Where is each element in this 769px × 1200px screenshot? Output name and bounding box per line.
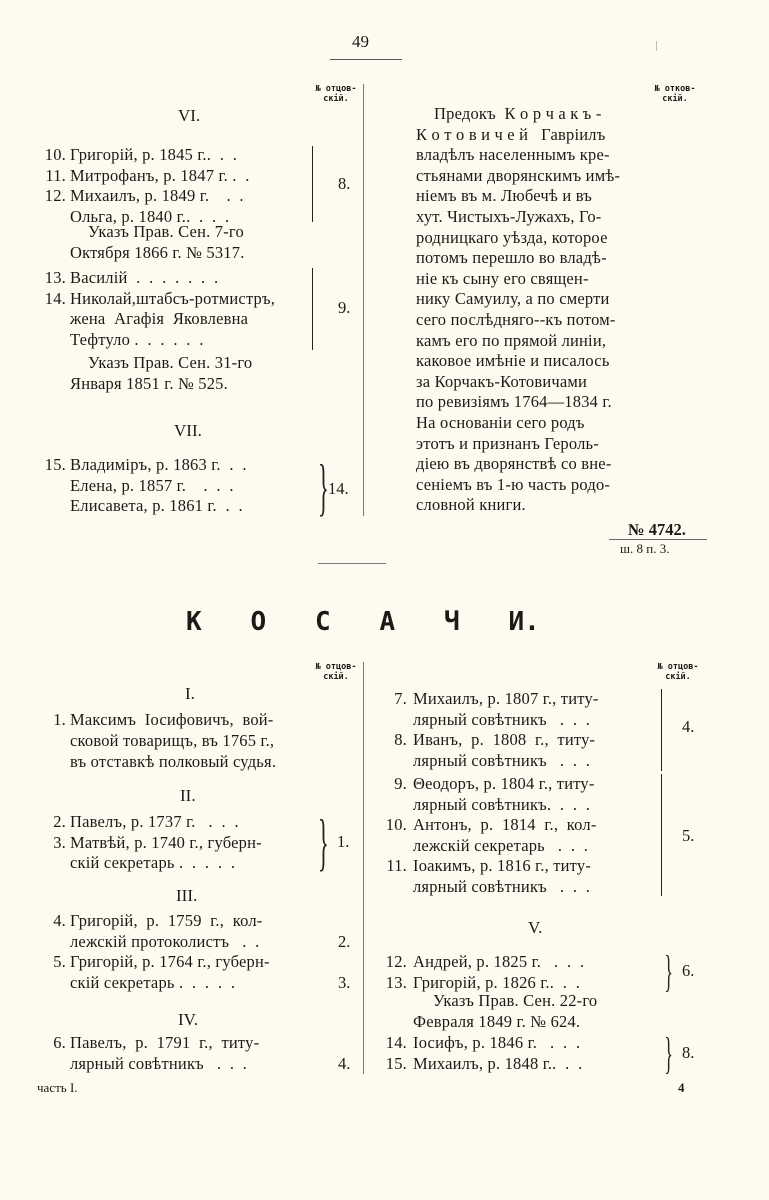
column-header-fathers: № отцов- скій. [315,84,357,104]
section-separator [318,563,386,564]
paragraph-line: родницкаго уѣзда, которое [416,227,608,247]
column-header-fathers-right: № отцов- скій. [657,662,699,682]
entry-text: Григорій, р. 1764 г., губерн- [70,952,270,971]
paragraph-line: ніе къ сыну его священ- [416,268,589,288]
family-title [186,607,573,637]
father-ref: 4. [338,1053,351,1073]
section-heading-ii: II. [180,786,196,805]
father-ref: 9. [338,298,351,317]
section-heading-iv: IV. [178,1010,198,1029]
paragraph-line: К о т о в и ч е й Гавріилъ [416,124,606,144]
entry-text: скій секретарь . . . . . [70,853,236,872]
entry-text: Михаилъ, р. 1849 г. . . [70,186,244,205]
brace-v-2: } [664,1029,673,1078]
footer-signature: 4 [678,1080,685,1095]
entry-text: жена Агафія Яковлевна [70,309,249,328]
footer-part: часть I. [37,1080,78,1095]
column-divider-top [363,84,364,516]
entry-text: Андрей, р. 1825 г. . . . [413,952,585,971]
entry-text: Максимъ Іосифовичъ, вой- [70,710,274,729]
entry-number: 12. [385,952,407,971]
section-heading-iii: III. [176,886,198,905]
entry-text: Григорій, р. 1826 г.. . . [413,972,581,992]
entry-number: 14. [44,288,66,308]
paragraph-line: діею въ дворянствѣ со вне- [416,454,612,474]
father-ref: 14. [328,479,349,498]
father-ref: 8. [338,174,351,193]
decree-text: Указъ Прав. Сен. 22-го [433,991,598,1010]
entry-text: Іосифъ, р. 1846 г. . . . [413,1033,581,1052]
print-mark [656,41,657,51]
entry-number: 15. [44,455,66,474]
father-ref: 4. [682,717,695,736]
entry-number: 10. [44,145,66,164]
father-ref: 1. [337,832,350,851]
entry-number: 8. [394,730,407,749]
entry-text: лярный совѣтникъ . . . [413,750,591,770]
entry-text: сковой товарищъ, въ 1765 г., [70,731,275,750]
father-ref: 8. [682,1043,695,1062]
decree-text: Указъ Прав. Сен. 31-го [88,353,253,372]
entry-text: Григорій, р. 1845 г.. . . [70,145,238,164]
entry-text: лярный совѣтникъ . . . [70,1053,248,1073]
paragraph-line: потомъ перешло во владѣ- [416,248,607,268]
title-letter: А [379,607,396,637]
section-heading-vi: VI. [178,106,201,125]
entry-text: Тефтуло . . . . . . [70,329,204,349]
paragraph-line: сеніемъ въ 1-ю часть родо- [416,474,611,494]
entry-number: 5. [53,952,66,971]
section-heading-v: V. [528,918,543,937]
column-header-fathers: № отцов- скій. [315,662,357,682]
title-letter: И. [508,607,540,637]
entry-text: Иванъ, р. 1808 г., титу- [413,730,596,749]
section-heading-vii: VII. [174,421,202,440]
entry-text: лярный совѣтникъ. . . . [413,794,591,814]
decree-text: Февраля 1849 г. № 624. [413,1012,581,1031]
entry-text: Θеодоръ, р. 1804 г., титу- [413,774,595,793]
entry-number: 13. [385,972,407,992]
entry-number: 4. [53,911,66,930]
title-letter: Ч [444,607,460,637]
entry-number: 10. [385,815,407,834]
entry-text: Елисавета, р. 1861 г. . . [70,496,243,515]
paragraph-line: за Корчакъ-Котовичами [416,371,588,391]
entry-number: 6. [53,1033,66,1052]
entry-number: 11. [45,165,66,185]
paragraph-line: по ревизіямъ 1764—1834 г. [416,392,612,412]
entry-number: 13. [44,268,66,287]
entry-text: Николай,штабсъ-ротмистръ, [70,288,276,308]
paragraph-line: словной книги. [416,495,526,515]
father-ref: 5. [682,826,695,845]
entry-text: Михаилъ, р. 1807 г., титу- [413,689,599,708]
entry-text: Елена, р. 1857 г. . . . [70,475,234,495]
paragraph-line: хут. Чистыхъ-Лужахъ, Го- [416,207,602,226]
entry-number: 9. [394,774,407,793]
decree-text: Октября 1866 г. № 5317. [70,243,245,262]
brace-ii: } [317,806,329,877]
page-number: 49 [352,32,369,51]
entry-text: лярный совѣтникъ . . . [413,709,591,729]
entry-text: въ отставкѣ полковый судья. [70,752,277,771]
section-heading-i: I. [185,684,195,703]
entry-text: Ольга, р. 1840 г.. . . . [70,206,230,226]
entry-number: 3. [53,832,66,852]
paragraph-line: сего послѣдняго--къ потом- [416,310,616,329]
entry-text: лярный совѣтникъ . . . [413,876,591,896]
column-header-fathers-right: № отков- скій. [654,84,696,104]
paragraph-line: На основаніи сего родъ [416,413,585,432]
paragraph-line: каковое имѣніе и писалось [416,351,610,371]
paragraph-line: ніемъ въ м. Любечѣ и въ [416,186,593,206]
entry-text: Павелъ, р. 1791 г., титу- [70,1033,260,1052]
decree-text: Указъ Прав. Сен. 7-го [88,222,244,241]
paragraph-line: нику Самуилу, а по смерти [416,289,610,309]
entry-number: 15. [385,1053,407,1073]
father-ref: 2. [338,931,351,951]
father-ref: 3. [338,972,351,992]
entry-number: 7. [394,689,407,708]
entry-text: Владиміръ, р. 1863 г. . . [70,455,247,474]
entry-text: Павелъ, р. 1737 г. . . . [70,812,239,831]
entry-number: 11. [386,856,407,875]
document-number: № 4742. [628,520,686,539]
father-ref: 6. [682,961,695,980]
paragraph-line: стьянами дворянскимъ имѣ- [416,165,621,185]
entry-text: Григорій, р. 1759 г., кол- [70,911,263,930]
entry-text: Іоакимъ, р. 1816 г., титу- [413,856,592,875]
title-letter: О [250,607,267,637]
entry-number: 2. [53,812,66,831]
brace-vi-2 [312,268,313,350]
shelf-mark: ш. 8 п. 3. [620,541,670,556]
title-letter: К [186,607,202,637]
entry-text: Василій . . . . . . . [70,268,219,287]
page-number-rule [330,59,402,60]
brace-a [661,689,662,771]
brace-vi-1 [312,146,313,222]
brace-vii: } [317,451,329,522]
entry-text: Михаилъ, р. 1848 г.. . . [413,1053,583,1073]
paragraph-line: Предокъ К о р ч а к ъ - [434,104,602,123]
title-letter: С [315,607,331,637]
paragraph-line: владѣлъ населеннымъ кре- [416,145,610,165]
entry-text: лежскій протоколистъ . . [70,931,260,951]
entry-text: Матвѣй, р. 1740 г., губерн- [70,832,262,852]
brace-b [661,774,662,896]
column-divider-bottom [363,662,364,1074]
paragraph-line: камъ его по прямой линіи, [416,330,607,350]
decree-text: Января 1851 г. № 525. [70,374,228,393]
reference-rule [609,539,707,540]
entry-number: 1. [53,710,66,729]
entry-text: лежскій секретарь . . . [413,835,589,855]
entry-number: 14. [385,1033,407,1052]
entry-text: Антонъ, р. 1814 г., кол- [413,815,597,834]
entry-text: Митрофанъ, р. 1847 г. . . [70,165,250,185]
paragraph-line: этотъ и признанъ Героль- [416,433,599,453]
entry-text: скій секретарь . . . . . [70,972,236,992]
entry-number: 12. [44,186,66,205]
brace-v-1: } [664,947,673,996]
